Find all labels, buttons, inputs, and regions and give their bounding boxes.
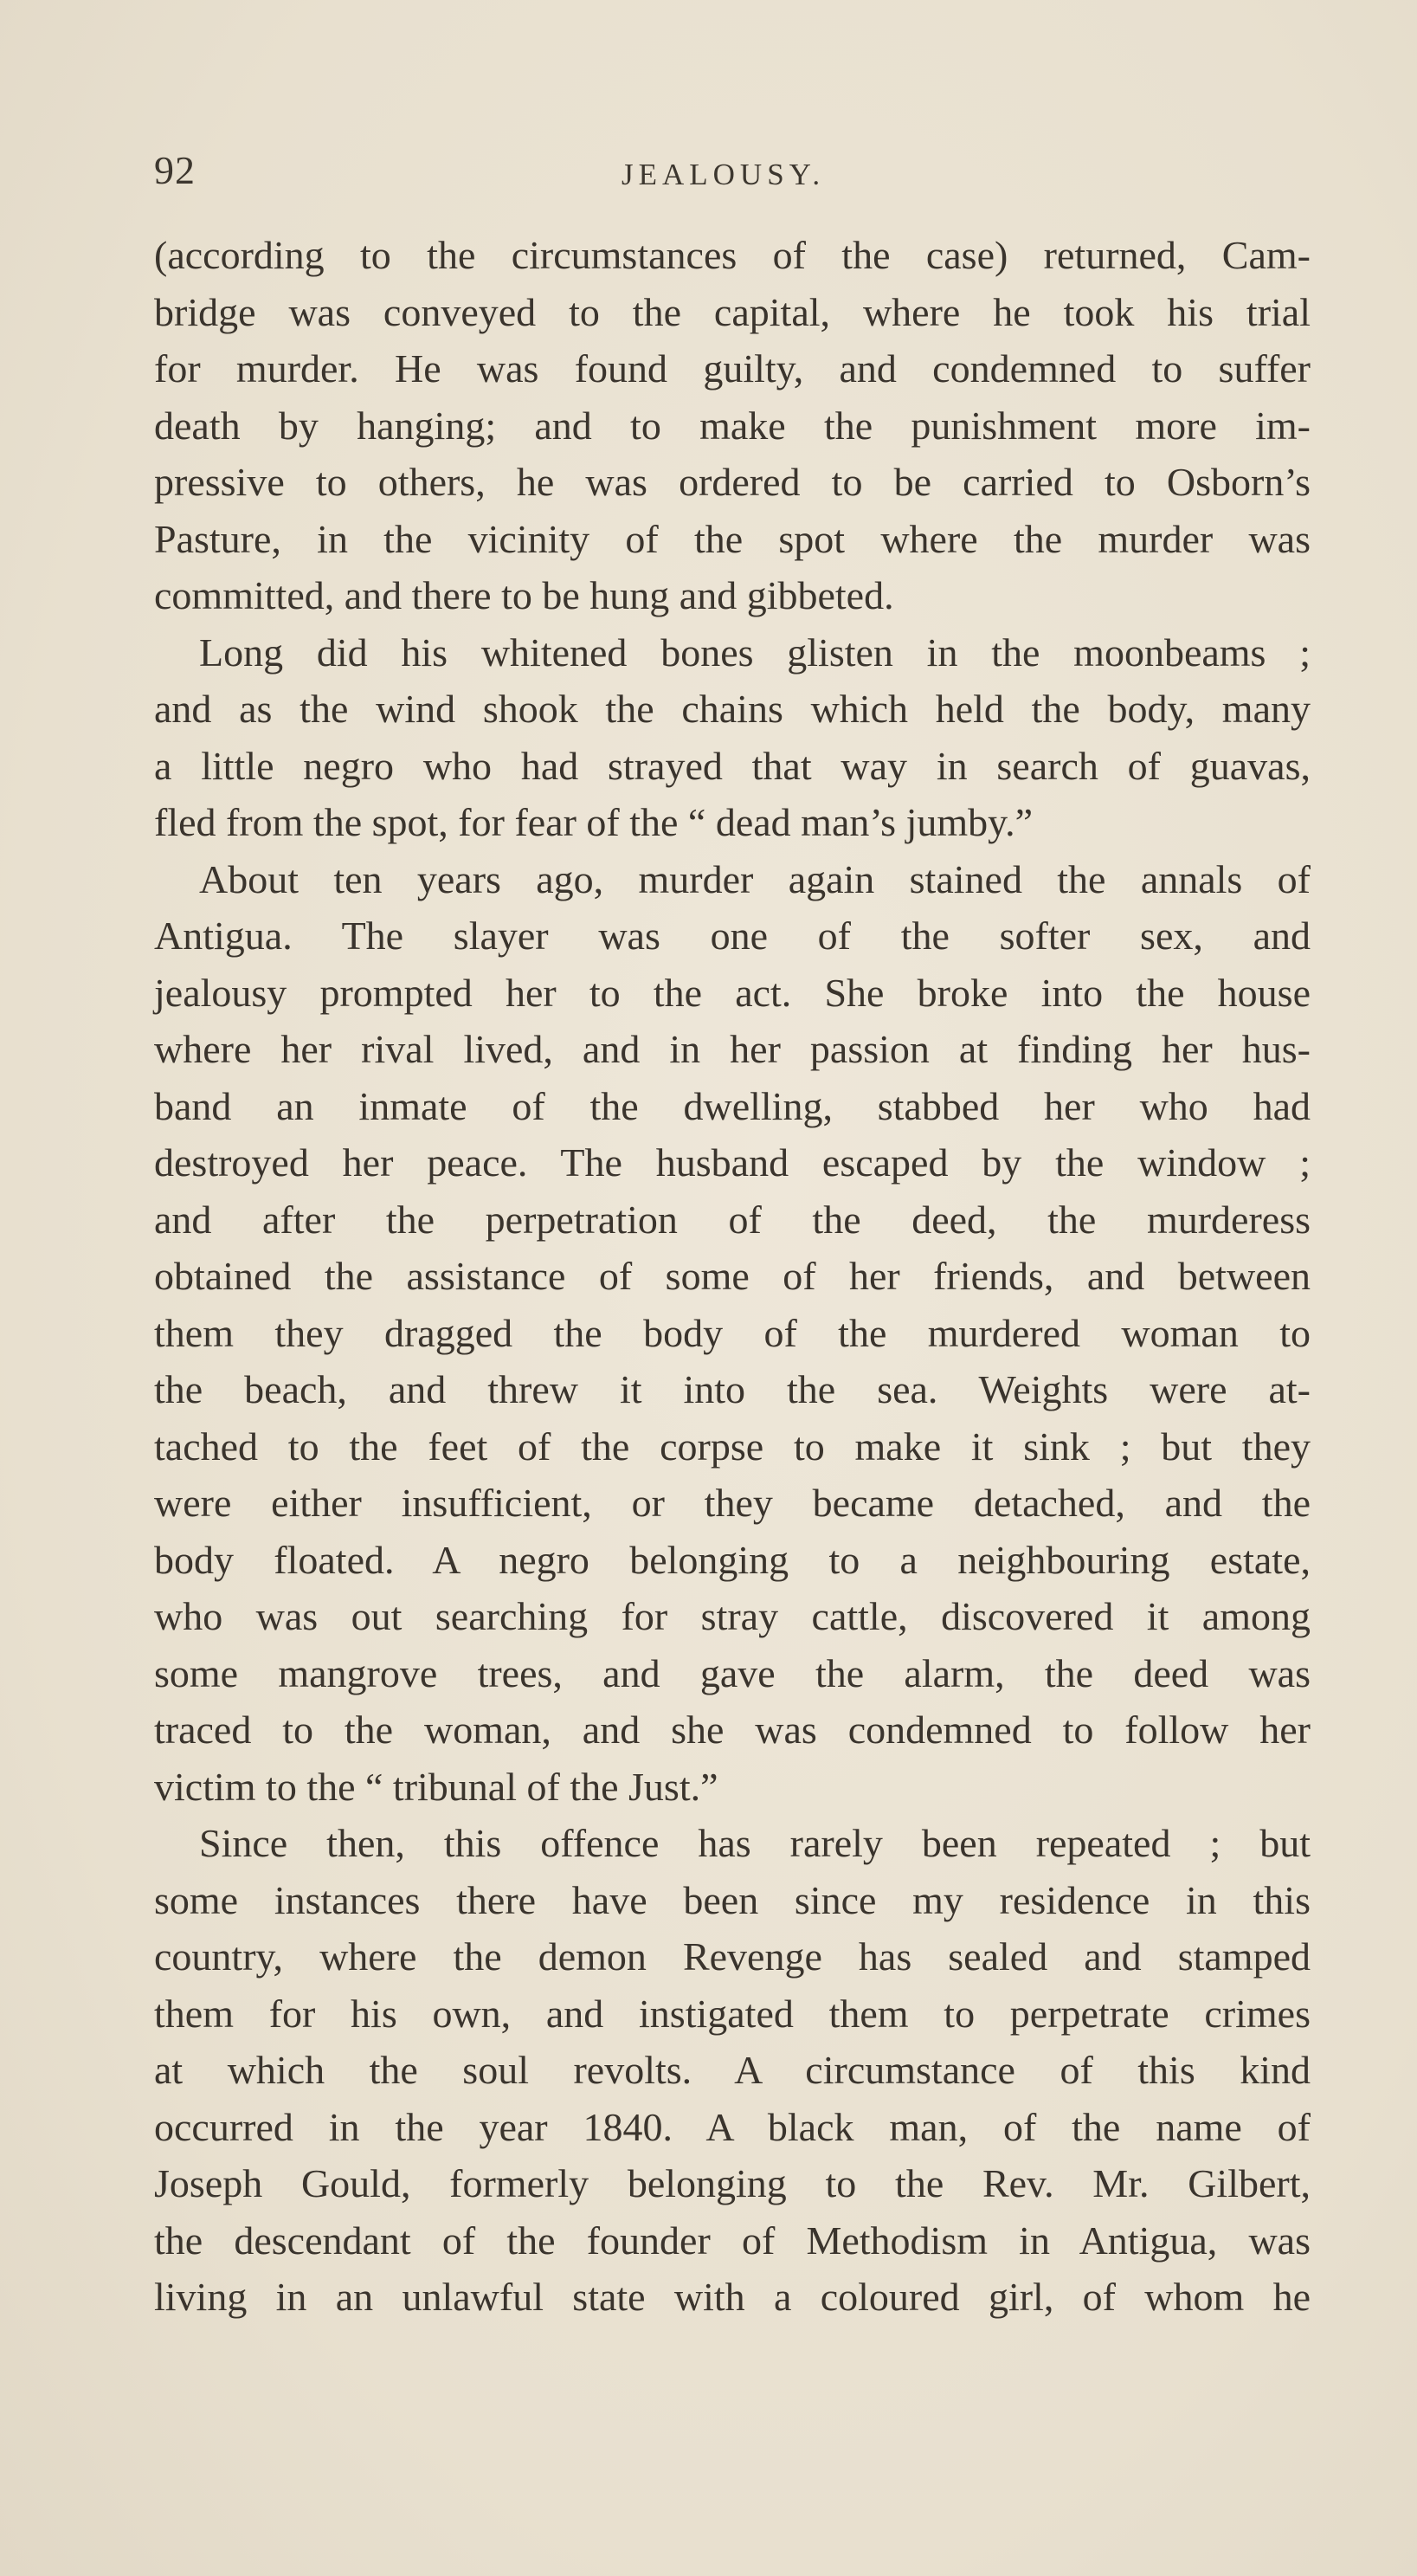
text-line: fled from the spot, for fear of the “ dead man’s jumby.” xyxy=(154,800,1034,844)
page-number: 92 xyxy=(154,148,196,192)
text-line: (according to the circumstances of the case) returned, Cam- xyxy=(154,233,1311,277)
text-line: pressive to others, he was ordered to be carried to Osborn’s xyxy=(154,460,1311,504)
text-line: the descendant of the founder of Methodism in Antigua, was xyxy=(154,2218,1311,2263)
text-line: Pasture, in the vicinity of the spot where the murder was xyxy=(154,516,1311,561)
text-line: the beach, and threw it into the sea. Weights were at- xyxy=(154,1367,1311,1411)
text-line: death by hanging; and to make the punishment more im- xyxy=(154,403,1311,448)
text-line: destroyed her peace. The husband escaped by the window ; xyxy=(154,1140,1311,1185)
text-line: country, where the demon Revenge has sealed and stamped xyxy=(154,1934,1311,1979)
text-line: obtained the assistance of some of her friends, and between xyxy=(154,1254,1311,1298)
text-line: some mangrove trees, and gave the alarm, the deed was xyxy=(154,1650,1311,1695)
text-line: some instances there have been since my residence in this xyxy=(154,1877,1311,1922)
text-line: jealousy prompted her to the act. She broke into the house xyxy=(154,970,1311,1015)
text-line: tached to the feet of the corpse to make it sink ; but they xyxy=(154,1424,1311,1469)
text-line: at which the soul revolts. A circumstance of this kind xyxy=(154,2048,1311,2092)
text-line: body floated. A negro belonging to a neighbouring estate, xyxy=(154,1537,1311,1582)
text-line: a little negro who had strayed that way in search of guavas, xyxy=(154,743,1311,788)
text-line: committed, and there to be hung and gibbeted. xyxy=(154,573,894,617)
text-line: and as the wind shook the chains which held the body, many xyxy=(154,687,1311,731)
text-line: bridge was conveyed to the capital, where he took his trial xyxy=(154,289,1311,334)
body-text xyxy=(154,227,1311,2326)
text-line: Joseph Gould, formerly belonging to the Rev. Mr. Gilbert, xyxy=(154,2161,1311,2205)
text-line: band an inmate of the dwelling, stabbed her who had xyxy=(154,1083,1311,1128)
text-line: living in an unlawful state with a coloured girl, of whom he xyxy=(154,2275,1311,2319)
paragraph-start-line: About ten years ago, murder again stained the annals of xyxy=(199,856,1311,901)
text-line: where her rival lived, and in her passion at finding her hus- xyxy=(154,1027,1311,1071)
paragraph-start-line: Since then, this offence has rarely been repeated ; but xyxy=(199,1821,1311,1865)
text-line: who was out searching for stray cattle, discovered it among xyxy=(154,1594,1311,1638)
page-header xyxy=(154,147,1314,208)
text-line: victim to the “ tribunal of the Just.” xyxy=(154,1764,718,1809)
text-line: Antigua. The slayer was one of the softer sex, and xyxy=(154,914,1311,958)
text-line: occurred in the year 1840. A black man, of the name of xyxy=(154,2104,1311,2149)
text-line: for murder. He was found guilty, and condemned to suffer xyxy=(154,346,1311,391)
text-line: were either insufficient, or they became detached, and the xyxy=(154,1481,1311,1525)
text-line: them they dragged the body of the murdered woman to xyxy=(154,1310,1311,1355)
text-line: them for his own, and instigated them to perpetrate crimes xyxy=(154,1991,1311,2036)
text-line: traced to the woman, and she was condemned to follow her xyxy=(154,1708,1311,1752)
paragraph-start-line: Long did his whitened bones glisten in the moonbeams ; xyxy=(199,629,1311,675)
text-line: and after the perpetration of the deed, the murderess xyxy=(154,1197,1311,1242)
running-title: JEALOUSY. xyxy=(622,158,826,191)
